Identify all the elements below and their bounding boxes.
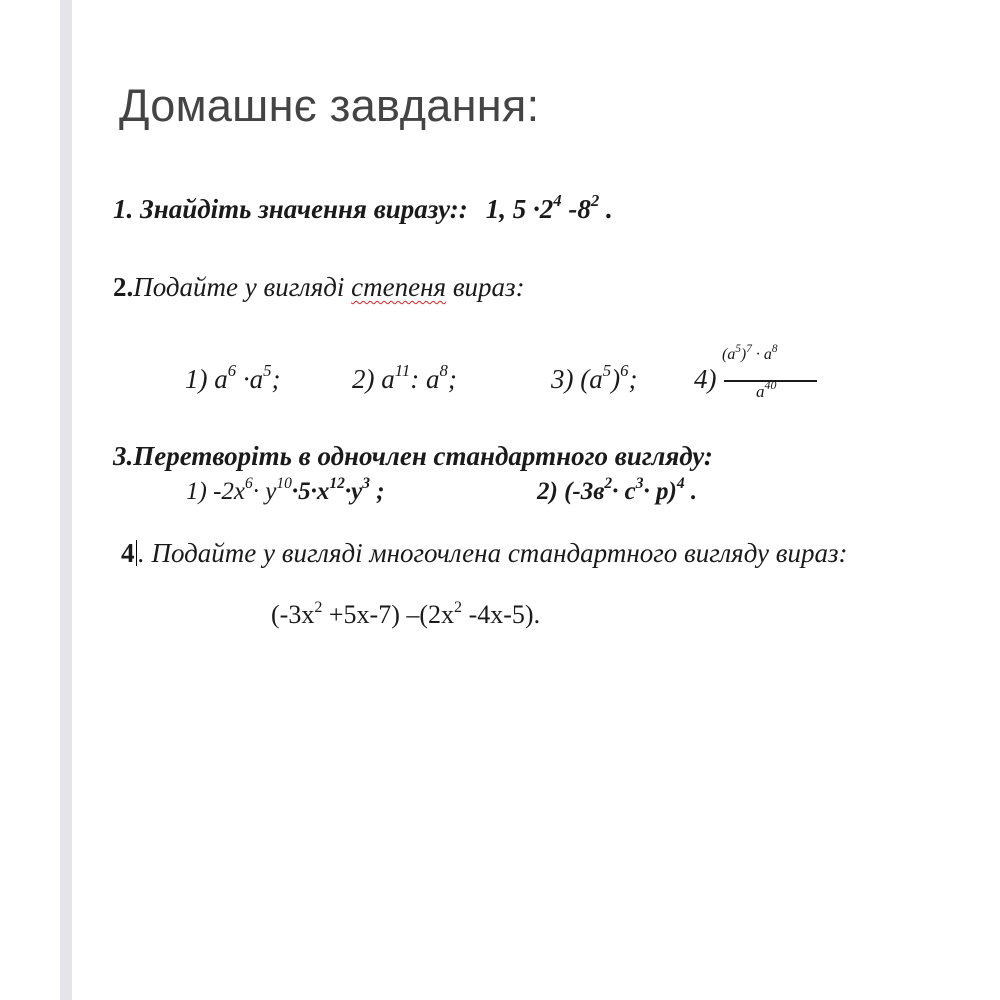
text-cursor [136,540,138,566]
item-end: ; [447,364,457,394]
frac-part: · a [751,346,772,363]
item-mid: ) [611,364,621,394]
task-1-expr-a: 1, 5 ·2 [485,194,554,224]
item-part: · с [612,478,636,505]
item-part: · p) [643,478,677,505]
item-label: 2) [352,364,382,394]
expr-part: +5x-7) –(2x [322,600,455,629]
item-exp: 5 [263,361,272,381]
frac-exp: 5 [735,342,741,355]
item-label: 2) [537,478,558,505]
task-1-expr-b: -8 [561,194,591,224]
task-2-item-1 [185,361,281,395]
item-exp: 3 [362,475,370,493]
task-3-number: 3. [113,441,134,471]
item-end: ; [628,364,638,394]
item-exp: 4 [676,475,685,493]
task-3-item-2 [537,475,698,506]
fraction-denominator [756,378,777,402]
frac-exp: 8 [771,342,778,355]
item-label: 1) [186,478,207,505]
task-3-text: Перетворіть в одночлен стандартного вигляду: [133,441,713,471]
item-exp: 2 [604,475,613,493]
document-scroll-edge [60,0,72,1000]
item-mid: ·a [236,364,264,394]
task-2-item-4-label: 4) [694,364,717,394]
expr-exp: 2 [314,598,323,616]
task-1 [113,191,613,225]
task-3 [113,441,713,472]
task-2-item-3 [551,361,638,395]
page-title: Домашнє завдання: [119,80,540,131]
frac-exp: 40 [764,378,777,393]
task-4-text: . Подайте у вигляді многочлена стандартного вигляду вираз: [138,538,848,568]
item-part: -2x [206,478,245,505]
item-label: 3) [551,364,581,394]
item-base: a [214,364,228,394]
item-end: . [684,478,698,505]
task-2-text-b: вираз: [446,272,525,302]
expr-exp: 2 [454,598,463,616]
frac-part: (a [722,346,736,363]
task-2-text-a: Подайте у вигляді [133,272,352,302]
expr-part: (-3x [271,600,315,629]
task-2-item-2 [352,361,457,395]
frac-part: a [756,382,765,401]
fraction-numerator [722,342,778,364]
spellcheck-word[interactable]: степеня [351,272,447,302]
task-2-number: 2. [113,272,134,302]
expr-part: -4x-5). [462,600,541,629]
item-end: ; [271,364,281,394]
task-1-end: . [599,194,613,224]
task-4-expression [271,600,540,630]
item-mid: : a [410,364,440,394]
item-exp: 11 [394,361,411,381]
item-base: (a [580,364,603,394]
item-part: · y [252,478,277,505]
item-label: 1) [185,364,215,394]
item-base: a [381,364,395,394]
item-part: ·5·x [291,478,330,505]
task-1-exp-a: 4 [553,191,562,211]
item-exp: 6 [620,361,629,381]
task-4-number: 4 [121,538,135,568]
item-part: ·y [344,478,363,505]
task-3-item-1 [186,475,385,506]
task-1-exp-b: 2 [590,191,600,211]
frac-exp: 7 [746,342,752,355]
item-exp: 12 [329,475,345,493]
task-2 [113,272,525,303]
frac-part: ) [740,346,747,363]
item-exp: 6 [245,475,253,493]
task-1-text: Знайдіть значення виразу:: [133,194,468,224]
item-exp: 5 [602,361,612,381]
item-exp: 6 [227,361,237,381]
item-exp: 3 [635,475,644,493]
item-part: (-3в [557,478,605,505]
left-gutter [0,0,62,1000]
item-exp: 10 [276,475,292,493]
task-1-number: 1. [113,194,134,224]
item-exp: 8 [439,361,448,381]
task-4 [121,538,848,569]
item-end: ; [369,478,385,505]
